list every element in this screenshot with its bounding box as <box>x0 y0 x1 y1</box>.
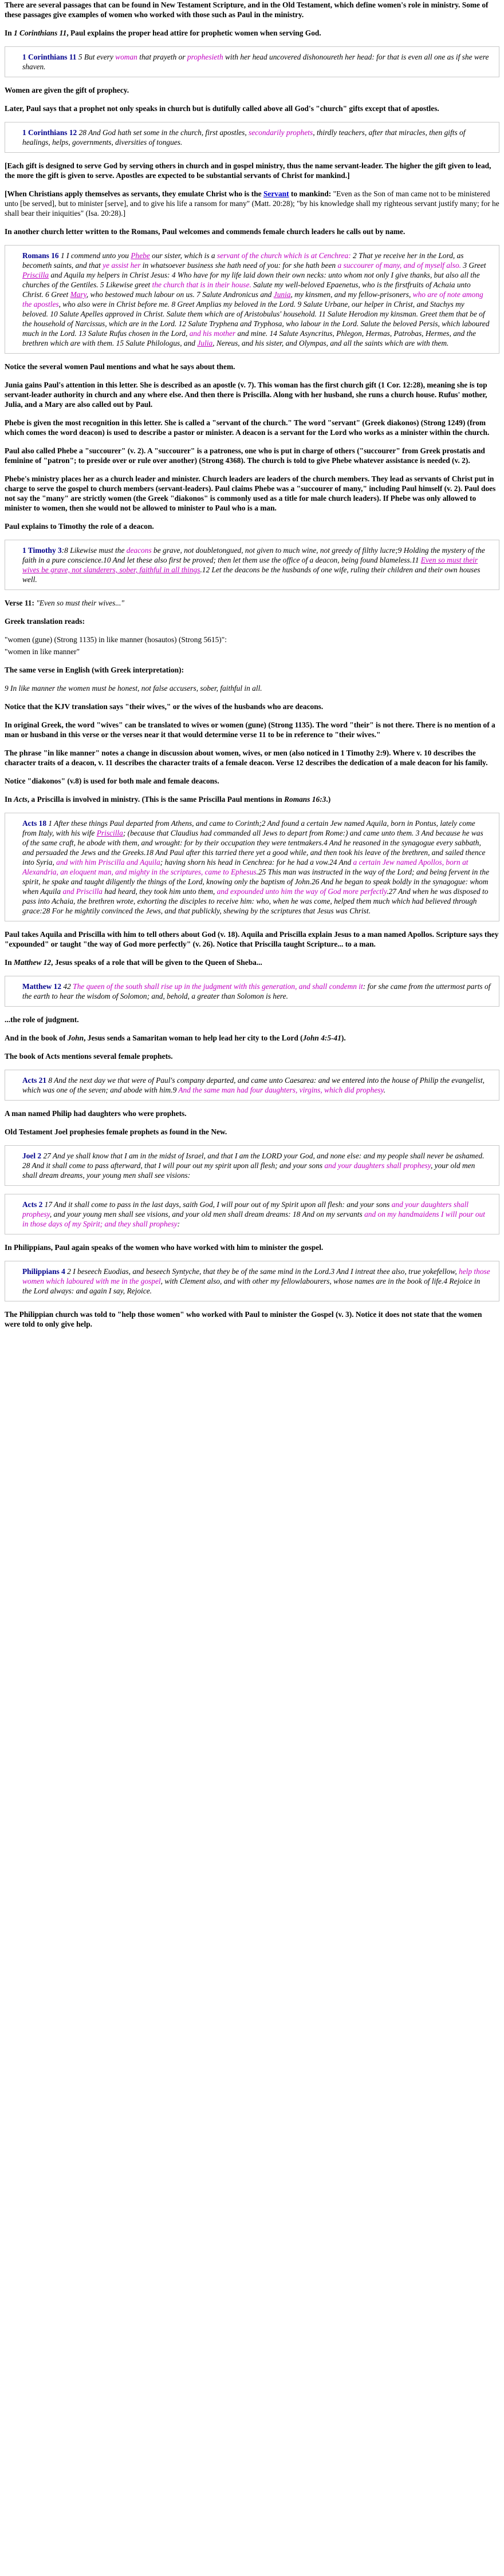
diakonos-paragraph: Notice "diakonos" (v.8) is used for both male and female deacons. <box>5 777 219 785</box>
verse-highlight: servant of the church which is at Cenchrea: <box>216 251 351 260</box>
verse-highlight: prophesieth <box>187 53 223 61</box>
intro-paragraph: There are several passages that can be found in New Testament Scripture, and in the Old Testament, which define women's role in ministry. Some of these passages give examples of women who worked with those such as Paul in the ministry. <box>5 1 489 19</box>
verse-text: 3 Greet <box>461 261 486 270</box>
verse-highlight: and his mother <box>189 329 236 338</box>
servant-text-c: "Even as the Son of man came not to be ministered unto [be served], but to minister [serve], and to give his life a ransom for many" (Matt. 20:28); "by his knowledge shall my righteous servant justify many; for he shall bear their iniquities" (Isa. 20:28).] <box>5 189 499 217</box>
verse-text: , Nereus, and his sister, and Olympas, and all the saints which are with them. <box>212 339 449 347</box>
verse-text: 28 And God hath set some in the church, first apostles, <box>77 128 249 137</box>
verse-text: , with Clement also, and with other my fellowlabourers, whose names are in the book of life.4 Rejoice in the Lord always: and again I say, Rejoice. <box>22 1277 481 1295</box>
john-b: John <box>67 1034 84 1042</box>
verse-text: had heard, they took him unto them, <box>103 887 217 896</box>
verse-highlight: Mary <box>70 290 86 299</box>
matt-b: Matthew 12 <box>14 958 52 967</box>
acts-intro <box>5 794 499 804</box>
verse-text: 2 That ye receive her in the Lord, as becometh saints, and that <box>22 251 464 270</box>
verse-box-matt12 <box>5 976 499 1007</box>
verse-text: and Aquila my helpers in Christ Jesus: 4 Who have for my life laid down their own necks: unto whom not only I give thanks, but also all the churches of the Gentiles. 5 Likewise greet <box>22 271 480 289</box>
verse-ref[interactable]: 1 Timothy 3 <box>22 546 62 555</box>
verse-highlight: Junia <box>273 290 291 299</box>
acts-e: .) <box>326 795 331 804</box>
verse-text: .12 Let the deacons be the husbands of one wife, ruling their children and their own houses well. <box>22 565 481 584</box>
verse-text: , who also were in Christ before me. 8 Greet Amplias my beloved in the Lord. 9 Salute Urbane, our helper in Christ, and Stachys my beloved. 10 Salute Apelles approved in Christ. Salute them which are of Aristobulus' household. 11 Salute Herodion my kinsman. Greet them that be of the household of Narcissus, which are in the Lord. 12 Salute Tryphena and Tryphosa, who labour in the Lord. Salute the beloved Persis, which laboured much in the Lord. 13 Salute Rufus chosen in the Lord, <box>22 300 490 338</box>
john-a: And in the book of <box>5 1034 68 1042</box>
verse-text: ; (because that Claudius had commanded all Jews to depart from Rome:) and came unto them. 3 And because he was of the same craft, he abode with them, and wrought: for by their occupation they were tentmakers.4 And he reasoned in the synagogue every sabbath, and persuaded the Jews and the Greeks.18 And Paul after this tarried there yet a good while, and then took his leave of the brethren, and sailed thence into Syria, <box>22 829 486 866</box>
cor11-intro <box>5 28 499 38</box>
acts-d: Romans 16:3 <box>284 795 326 804</box>
verse-highlight: and your daughters shall prophesy <box>324 1161 431 1170</box>
verse-ref[interactable]: 1 Corinthians 11 <box>22 53 77 61</box>
verse-box-acts21 <box>5 1070 499 1101</box>
verse-box-tim3 <box>5 540 499 590</box>
verse-highlight: and with him Priscilla and Aquila <box>56 858 160 866</box>
gift-paragraph: Women are given the gift of prophecy. <box>5 86 129 94</box>
verse-text: , your old men shall dream dreams, your young men shall see visions: <box>22 1161 475 1180</box>
verse-highlight: deacons <box>126 546 152 555</box>
verse-text: , who bestowed much labour on us. 7 Salute Andronicus and <box>86 290 274 299</box>
verse-text: be grave, not doubletongued, not given to much wine, not greedy of filthy lucre;9 Holding the mystery of the faith in a pure conscience.10 And let these also first be proved; then let them use the office of a deacon, being found blameless.11 <box>22 546 485 564</box>
verse-highlight: and your daughters shall prophesy <box>22 1200 469 1218</box>
verse-text: 27 And ye shall know that I am in the midst of Israel, and that I am the LORD your God, and none else: and my people shall never be ashamed. 28 And it shall come to pass afterward, that I will pour out my spirit upon all flesh; and your sons <box>22 1152 485 1170</box>
servant-text-b: to mankind: <box>289 189 333 198</box>
verse-text: : for she came from the uttermost parts of the earth to hear the wisdom of Solomon; and, behold, a greater than Solomon is here. <box>22 982 491 1000</box>
verse-text: 17 And it shall come to pass in the last days, saith God, I will pour out of my Spirit upon all flesh: and your sons <box>42 1200 392 1209</box>
verse-highlight: Priscilla <box>96 829 123 837</box>
cor11-lead-text: , Paul explains the proper head attire for prophetic women when serving God. <box>66 29 321 37</box>
verse-text: 8 And the next day we that were of Paul's company departed, and came unto Caesarea: and we entered into the house of Philip the evangelist, which was one of the seven; and abode with him.9 <box>22 1076 485 1094</box>
verse-ref[interactable]: Acts 18 <box>22 819 47 828</box>
verse-highlight: ye assist her <box>103 261 141 270</box>
greek-heading: Greek translation reads: <box>5 617 85 626</box>
acts-mention-paragraph: The book of Acts mentions several female prophets. <box>5 1052 173 1061</box>
verse-text: ; having shorn his head in Cenchrea: for he had a vow.24 And <box>160 858 353 866</box>
verse-highlight: Julia <box>197 339 213 347</box>
philippians-intro: In Philippians, Paul again speaks of the women who have worked with him to minister the gospel. <box>5 1243 324 1252</box>
verse-text: . <box>383 1086 386 1094</box>
verse-text: that prayeth or <box>137 53 187 61</box>
verse-ref[interactable]: Joel 2 <box>22 1152 42 1160</box>
verse-ref[interactable]: 1 Corinthians 12 <box>22 128 77 137</box>
same-verse-quote: 9 In like manner the women must be honest, not false accusers, sober, faithful in all. <box>5 684 262 693</box>
verse-ref[interactable]: Philippians 4 <box>22 1267 65 1276</box>
verse-text: 1 After these things Paul departed from Athens, and came to Corinth;2 And found a certain Jew named Aquila, born in Pontus, lately come from Italy, with his wife <box>22 819 475 837</box>
verse-text: 1 I commend unto you <box>58 251 131 260</box>
verse-highlight: The queen of the south shall rise up in the judgment with this generation, and shall condemn it <box>73 982 363 991</box>
verse-highlight: Priscilla <box>22 271 49 279</box>
verse-text: .25 This man was instructed in the way of the Lord; and being fervent in the spirit, he spake and taught diligently the things of the Lord, knowing only the baptism of John.26 And he began to speak boldly in the synagogue: whom when Aquila <box>22 868 490 896</box>
verse-highlight: help those women which laboured with me in the gospel <box>22 1267 490 1285</box>
acts-c: , a Priscilla is involved in ministry. (This is the same Priscilla Paul mentions in <box>27 795 285 804</box>
john-paragraph <box>5 1033 499 1043</box>
in-word: In <box>5 29 14 37</box>
servant-link[interactable]: Servant <box>263 189 289 198</box>
verse-text: , thirdly teachers, after that miracles, then gifts of healings, helps, governments, diversities of tongues. <box>22 128 466 147</box>
servant-paragraph <box>5 189 499 218</box>
original-paragraph: In original Greek, the word "wives" can be translated to wives or women (gune) (Strong 1135). The word "their" is not there. There is no mention of a man or husband in this verse or the verses near it that would determine verse 11 to be in reference to "their wives." <box>5 721 495 739</box>
succourer-paragraph: Paul also called Phebe a "succourer" (v. 2). A "succourer" is a patroness, one who is put in charge of others ("succourer" from Greek prostatis and feminine of "patron"; to preside over or rule over another) (Strong 4368). The church is told to give Phebe whatever assistance is needed (v. 2). <box>5 446 485 465</box>
another-paragraph: In another church letter written to the Romans, Paul welcomes and commends female church leaders he calls out by name. <box>5 227 405 236</box>
verse-highlight: Even so must their wives be grave, not slanderers, sober, faithful in all things <box>22 556 478 574</box>
verse-text: , and your young men shall see visions, and your old men shall dream dreams: 18 And on my servants <box>49 1210 365 1218</box>
judgment-paragraph: ...the role of judgment. <box>5 1015 79 1024</box>
acts-a: In <box>5 795 14 804</box>
verse-highlight: and Priscilla <box>62 887 103 896</box>
verse-text: 2 I beseech Euodias, and beseech Syntyche, that they be of the same mind in the Lord.3 And I intreat thee also, true yokefellow, <box>65 1267 459 1276</box>
verse-box-acts18 <box>5 813 499 921</box>
verse-box-cor11 <box>5 46 499 77</box>
verse-box-phil4 <box>5 1261 499 1301</box>
verse-text: : <box>177 1220 180 1228</box>
verse11-label: Verse 11: <box>5 599 34 607</box>
greek-line-1: "women (gune) (Strong 1135) in like manner (hosautos) (Strong 5615)": <box>5 635 227 644</box>
john-d: John 4:5-41 <box>302 1034 341 1042</box>
verse-text: and mine. 14 Salute Asyncritus, Phlegon, Hermas, Patrobas, Hermes, and the brethren which are with them. 15 Salute Philologus, and <box>22 329 476 347</box>
verse-text: our sister, which is a <box>149 251 217 260</box>
explain-paragraph: Paul explains to Timothy the role of a deacon. <box>5 522 154 531</box>
verse-highlight: woman <box>115 53 137 61</box>
servant-text-a: [When Christians apply themselves as servants, they emulate Christ who is the <box>5 189 263 198</box>
verse-text: Salute my well-beloved Epaenetus, who is the firstfruits of Achaia unto Christ. 6 Greet <box>22 280 471 299</box>
kjv-paragraph: Notice that the KJV translation says "their wives," or the wives of the husbands who are deacons. <box>5 702 324 711</box>
matt-c: , Jesus speaks of a role that will be given to the Queen of Sheba... <box>51 958 262 967</box>
verse-box-acts2 <box>5 1194 499 1234</box>
verse-text: 42 <box>61 982 73 991</box>
phrase-paragraph: The phrase "in like manner" notes a change in discussion about women, wives, or men (also noticed in 1 Timothy 2:9). Where v. 10 describes the character traits of a deacon, v. 11 describes the character traits of a female deacon. Verse 12 describes the dedication of a male deacon for his family. <box>5 749 488 767</box>
verse-highlight: the church that is in their house. <box>152 280 251 289</box>
phebe-paragraph: Phebe is given the most recognition in this letter. She is called a "servant of the church." The word "servant" (Greek diakonos) (Strong 1249) (from which comes the word deacon) is used to describe a pastor or minister. A deacon is a servant for the Lord who works as a minister within the church. <box>5 418 490 437</box>
verse-highlight: who are of note among the apostles <box>22 290 483 308</box>
verse-highlight: and expounded unto him the way of God more perfectly <box>216 887 387 896</box>
verse11-line <box>5 598 499 608</box>
verse-text: :8 Likewise must the <box>61 546 127 555</box>
notice-paragraph: Notice the several women Paul mentions and what he says about them. <box>5 362 235 371</box>
verse11-quote: "Even so must their wives..." <box>34 599 124 607</box>
later-paragraph: Later, Paul says that a prophet not only speaks in church but is dutifully called above all God's "church" gifts except that of apostles. <box>5 104 439 113</box>
verse-highlight: Phebe <box>131 251 150 260</box>
matthew-intro <box>5 957 499 967</box>
verse-box-cor12 <box>5 122 499 153</box>
verse-num: 5 <box>76 53 82 61</box>
verse-highlight: secondarily prophets <box>249 128 313 137</box>
ministry-paragraph: Phebe's ministry places her as a church leader and minister. Church leaders are leaders of the church members. They lead as servants of Christ put in charge to serve the gospel to church members (servant-leaders). Paul claims Phebe was a "succourer of many," including Paul himself (v. 2). Paul does not say the "many" are strictly women (the Greek "diakonos" is commonly used as a title for male church leaders). If Phebe was only allowed to minister to women, then she would not be allowed to minister to Paul who is a man. <box>5 474 496 512</box>
verse-highlight: and on my handmaidens I will pour out in those days of my Spirit; and they shall prophesy <box>22 1210 485 1228</box>
verse-ref[interactable]: Acts 21 <box>22 1076 47 1085</box>
verse-text: , my kinsmen, and my fellow-prisoners, <box>290 290 413 299</box>
john-e: ). <box>341 1034 346 1042</box>
verse-ref[interactable]: Romans 16 <box>22 251 59 260</box>
same-verse-heading: The same verse in English (with Greek interpretation): <box>5 666 184 674</box>
verse-text: with her head uncovered dishonoureth her head: for that is even all one as if she were shaven. <box>22 53 489 71</box>
joel-paragraph: Old Testament Joel prophesies female prophets as found in the New. <box>5 1127 227 1136</box>
verse-highlight: a certain Jew named Apollos, born at Alexandria, an eloquent man, and mighty in the scriptures, came to Ephesus <box>22 858 468 876</box>
acts-b: Acts <box>14 795 27 804</box>
cor11-lead-ref: 1 Corinthians 11 <box>14 29 67 37</box>
verse-box-joel2 <box>5 1145 499 1186</box>
verse-highlight: a succourer of many, and of myself also. <box>337 261 462 270</box>
philip-paragraph: A man named Philip had daughters who were prophets. <box>5 1109 187 1118</box>
verse-text: But every <box>82 53 116 61</box>
each-gift-paragraph: [Each gift is designed to serve God by serving others in church and in gospel ministry, thus the name servant-leader. The higher the gift given to lead, the more the gift is given to serve. Apostles are expected to be substantial servants of Christ for mankind.] <box>5 161 491 180</box>
junia-paragraph: Junia gains Paul's attention in this letter. She is described as an apostle (v. 7). This woman has the first church gift (1 Cor. 12:28), meaning she is top servant-leader authority in church and any where else. And then there is Priscilla. Along with her husband, she runs a church house. Rufus' mother, Julia, and a Mary are also called out by Paul. <box>5 381 487 409</box>
matt-a: In <box>5 958 14 967</box>
verse-box-rom16 <box>5 245 499 354</box>
paul-takes-paragraph: Paul takes Aquila and Priscilla with him to tell others about God (v. 18). Aquila and Priscilla explain Jesus to a man named Apollos. Scripture says they "expounded" or taught "the way of God more perfectly" (v. 26). Notice that Priscilla taught Scripture... to a man. <box>5 930 499 948</box>
greek-line-2: "women in like manner" <box>5 647 80 656</box>
verse-text: in whatsoever business she hath need of you: for she hath been <box>140 261 338 270</box>
verse-highlight: And the same man had four daughters, virgins, which did prophesy <box>178 1086 384 1094</box>
john-c: , Jesus sends a Samaritan woman to help lead her city to the Lord ( <box>84 1034 303 1042</box>
verse-text: .27 And when he was disposed to pass into Achaia, the brethren wrote, exhorting the disciples to receive him: who, when he was come, helped them much which had believed through grace:28 For he mightily convinced the Jews, and that publickly, shewing by the scriptures that Jesus was Christ. <box>22 887 489 915</box>
verse-ref[interactable]: Matthew 12 <box>22 982 62 991</box>
verse-ref[interactable]: Acts 2 <box>22 1200 43 1209</box>
final-paragraph: The Philippian church was told to "help those women" who worked with Paul to minister the Gospel (v. 3). Notice it does not state that the women were told to only give help. <box>5 1310 482 1328</box>
